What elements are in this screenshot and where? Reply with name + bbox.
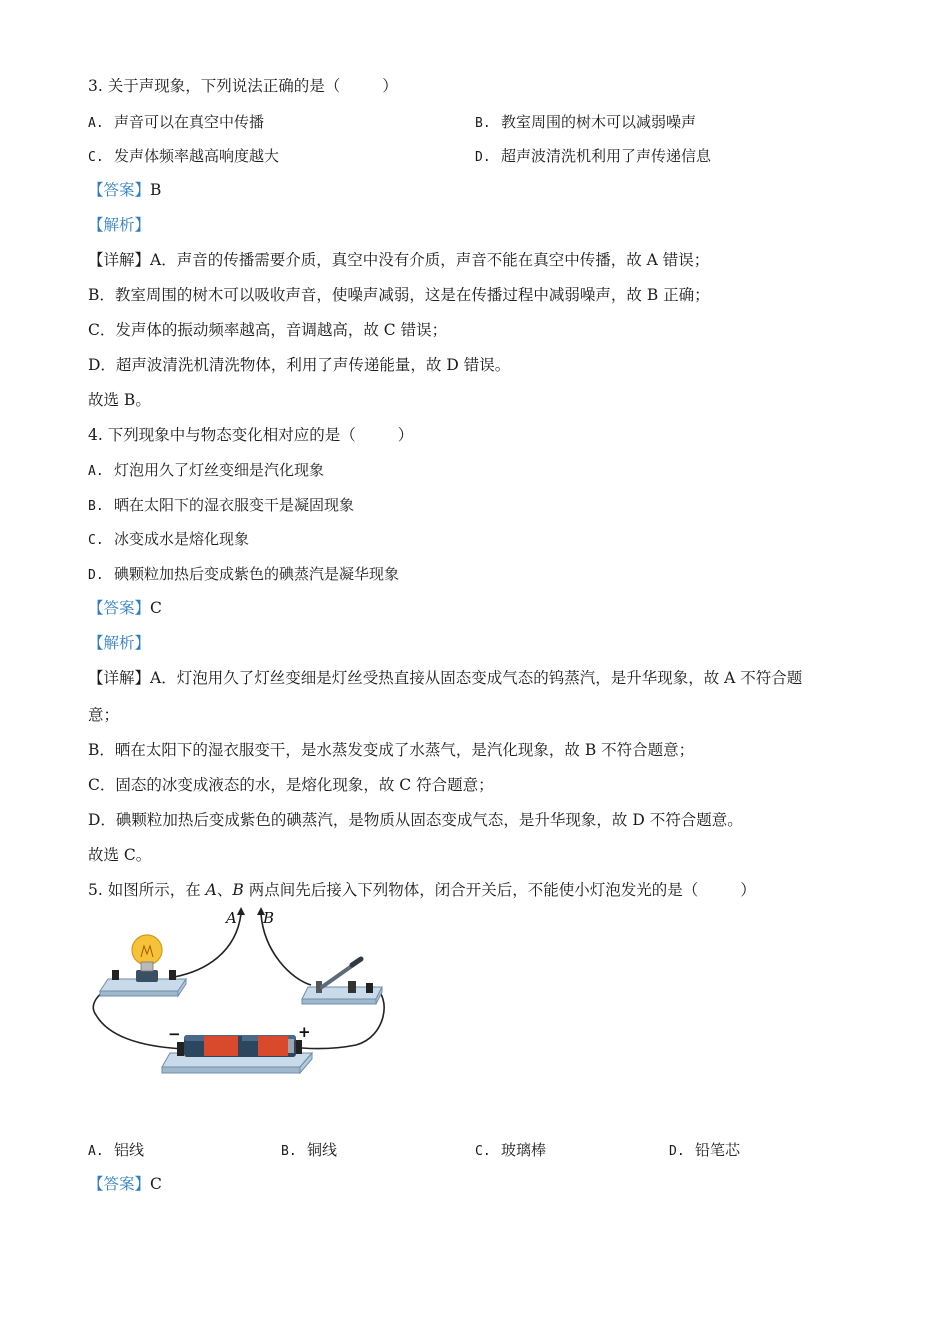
q5-answer: 【答案】C (88, 1175, 162, 1193)
q4-explanation-a-cont: 意； (88, 706, 120, 724)
q3-explanation-c: C．发声体的振动频率越高，音调越高，故 C 错误； (88, 321, 448, 339)
battery-terminal-negative (177, 1042, 184, 1056)
q3-explanation-d: D．超声波清洗机清洗物体，利用了声传递能量，故 D 错误。 (88, 356, 511, 374)
q3-explanation-b: B．教室周围的树木可以吸收声音，使噪声减弱，这是在传播过程中减弱噪声，故 B 正确； (88, 286, 710, 304)
arrow-a (237, 907, 245, 915)
q3-stem: 3. 关于声现象，下列说法正确的是（ ） (88, 77, 398, 95)
q4-option-a: A. 灯泡用久了灯丝变细是汽化现象 (88, 461, 325, 479)
q5-option-c: C. 玻璃棒 (475, 1141, 547, 1159)
q3-option-b: B. 教室周围的树木可以减弱噪声 (475, 113, 697, 131)
q3-option-d: D. 超声波清洗机利用了声传递信息 (475, 147, 712, 165)
battery-icon (184, 1035, 296, 1057)
bulb-terminal-left (112, 970, 119, 980)
q4-analysis-heading: 【解析】 (88, 634, 151, 652)
bulb-terminal-right (169, 970, 176, 980)
q4-option-b: B. 晒在太阳下的湿衣服变干是凝固现象 (88, 496, 355, 514)
battery-terminal-positive (295, 1040, 302, 1054)
plus-label: + (298, 1023, 311, 1041)
q4-explanation-d: D．碘颗粒加热后变成紫色的碘蒸汽，是物质从固态变成气态，是升华现象，故 D 不符合题意。 (88, 811, 743, 829)
q5-option-d: D. 铅笔芯 (669, 1141, 741, 1159)
q4-option-c: C. 冰变成水是熔化现象 (88, 530, 250, 548)
q5-stem: 5. 如图所示，在 A、B 两点间先后接入下列物体，闭合开关后，不能使小灯泡发光的是（ ） (88, 881, 756, 899)
q5-option-a: A. 铝线 (88, 1141, 145, 1159)
q4-conclusion: 故选 C。 (88, 846, 152, 864)
q4-stem: 4. 下列现象中与物态变化相对应的是（ ） (88, 426, 414, 444)
q3-explanation-a: 【详解】A．声音的传播需要介质，真空中没有介质，声音不能在真空中传播，故 A 错误； (88, 251, 710, 269)
q4-option-d: D. 碘颗粒加热后变成紫色的碘蒸汽是凝华现象 (88, 565, 400, 583)
q4-explanation-a: 【详解】A．灯泡用久了灯丝变细是灯丝受热直接从固态变成气态的钨蒸汽，是升华现象，故 A 不符合题 (88, 669, 803, 687)
bulb-icon (132, 935, 162, 971)
q3-conclusion: 故选 B。 (88, 391, 151, 409)
circuit-figure (86, 907, 396, 1079)
q3-option-a: A. 声音可以在真空中传播 (88, 113, 265, 131)
q4-answer: 【答案】C (88, 599, 162, 617)
label-b: B (263, 909, 275, 927)
q4-explanation-b: B．晒在太阳下的湿衣服变干，是水蒸发变成了水蒸气，是汽化现象，故 B 不符合题意； (88, 741, 695, 759)
q3-answer: 【答案】B (88, 181, 162, 199)
q4-explanation-c: C．固态的冰变成液态的水，是熔化现象，故 C 符合题意； (88, 776, 494, 794)
q3-analysis-heading: 【解析】 (88, 216, 151, 234)
label-a: A (226, 909, 237, 927)
q3-option-c: C. 发声体频率越高响度越大 (88, 147, 280, 165)
q5-option-b: B. 铜线 (281, 1141, 338, 1159)
minus-label: − (168, 1025, 181, 1043)
bulb-socket (136, 970, 158, 982)
